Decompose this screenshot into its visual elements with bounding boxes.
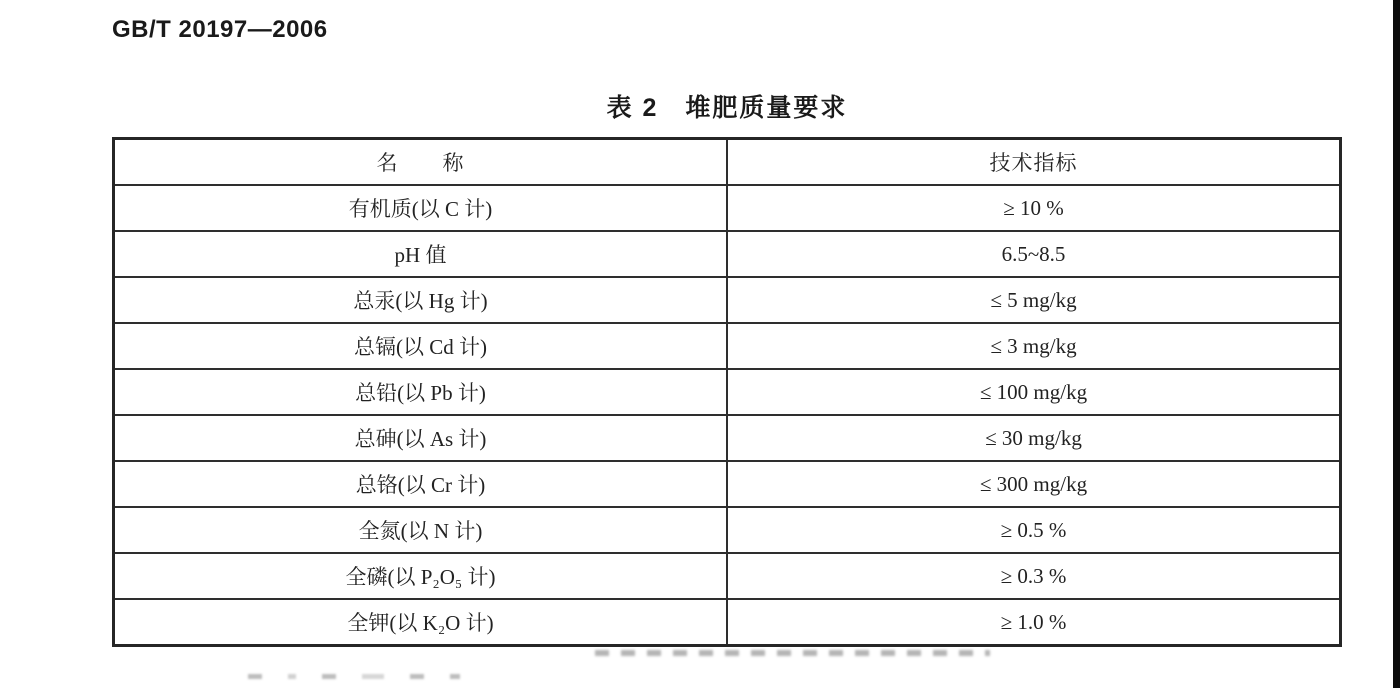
row-value-cell: ≥ 0.5 % — [727, 507, 1341, 553]
row-value-cell: ≥ 1.0 % — [727, 599, 1341, 646]
row-name-cell: 全钾(以 K₂O 计) — [114, 599, 728, 646]
table-header-row — [114, 139, 1341, 186]
row-name-cell: 有机质(以 C 计) — [114, 185, 728, 231]
table-row — [114, 461, 1341, 507]
column-header-name: 名 称 — [114, 139, 728, 186]
table-row — [114, 415, 1341, 461]
bleed-through-artifact — [248, 674, 460, 679]
row-value-cell: ≤ 100 mg/kg — [727, 369, 1341, 415]
row-value-cell: ≤ 3 mg/kg — [727, 323, 1341, 369]
table-caption-container — [112, 88, 1342, 124]
table-row — [114, 369, 1341, 415]
compost-quality-table — [112, 137, 1342, 647]
row-name-cell: 总镉(以 Cd 计) — [114, 323, 728, 369]
table-row — [114, 599, 1341, 646]
table-row — [114, 231, 1341, 277]
table-row — [114, 553, 1341, 599]
row-name-cell: 总汞(以 Hg 计) — [114, 277, 728, 323]
row-value-cell: ≤ 30 mg/kg — [727, 415, 1341, 461]
scan-edge-artifact — [1393, 0, 1400, 688]
standard-code: GB/T 20197—2006 — [112, 16, 328, 43]
row-name-cell: 全氮(以 N 计) — [114, 507, 728, 553]
row-value-cell: ≤ 300 mg/kg — [727, 461, 1341, 507]
row-value-cell: 6.5~8.5 — [727, 231, 1341, 277]
row-value-cell: ≤ 5 mg/kg — [727, 277, 1341, 323]
table-row — [114, 185, 1341, 231]
row-value-cell: ≥ 10 % — [727, 185, 1341, 231]
row-name-cell: 总铅(以 Pb 计) — [114, 369, 728, 415]
cutoff-text-artifact — [595, 650, 990, 656]
table-row — [114, 277, 1341, 323]
table-caption: 表 2 堆肥质量要求 — [606, 94, 848, 122]
column-header-indicator: 技术指标 — [727, 139, 1341, 186]
row-value-cell: ≥ 0.3 % — [727, 553, 1341, 599]
row-name-cell: pH 值 — [114, 231, 728, 277]
table-row — [114, 507, 1341, 553]
row-name-cell: 总铬(以 Cr 计) — [114, 461, 728, 507]
table-row — [114, 323, 1341, 369]
row-name-cell: 总砷(以 As 计) — [114, 415, 728, 461]
row-name-cell: 全磷(以 P₂O₅ 计) — [114, 553, 728, 599]
